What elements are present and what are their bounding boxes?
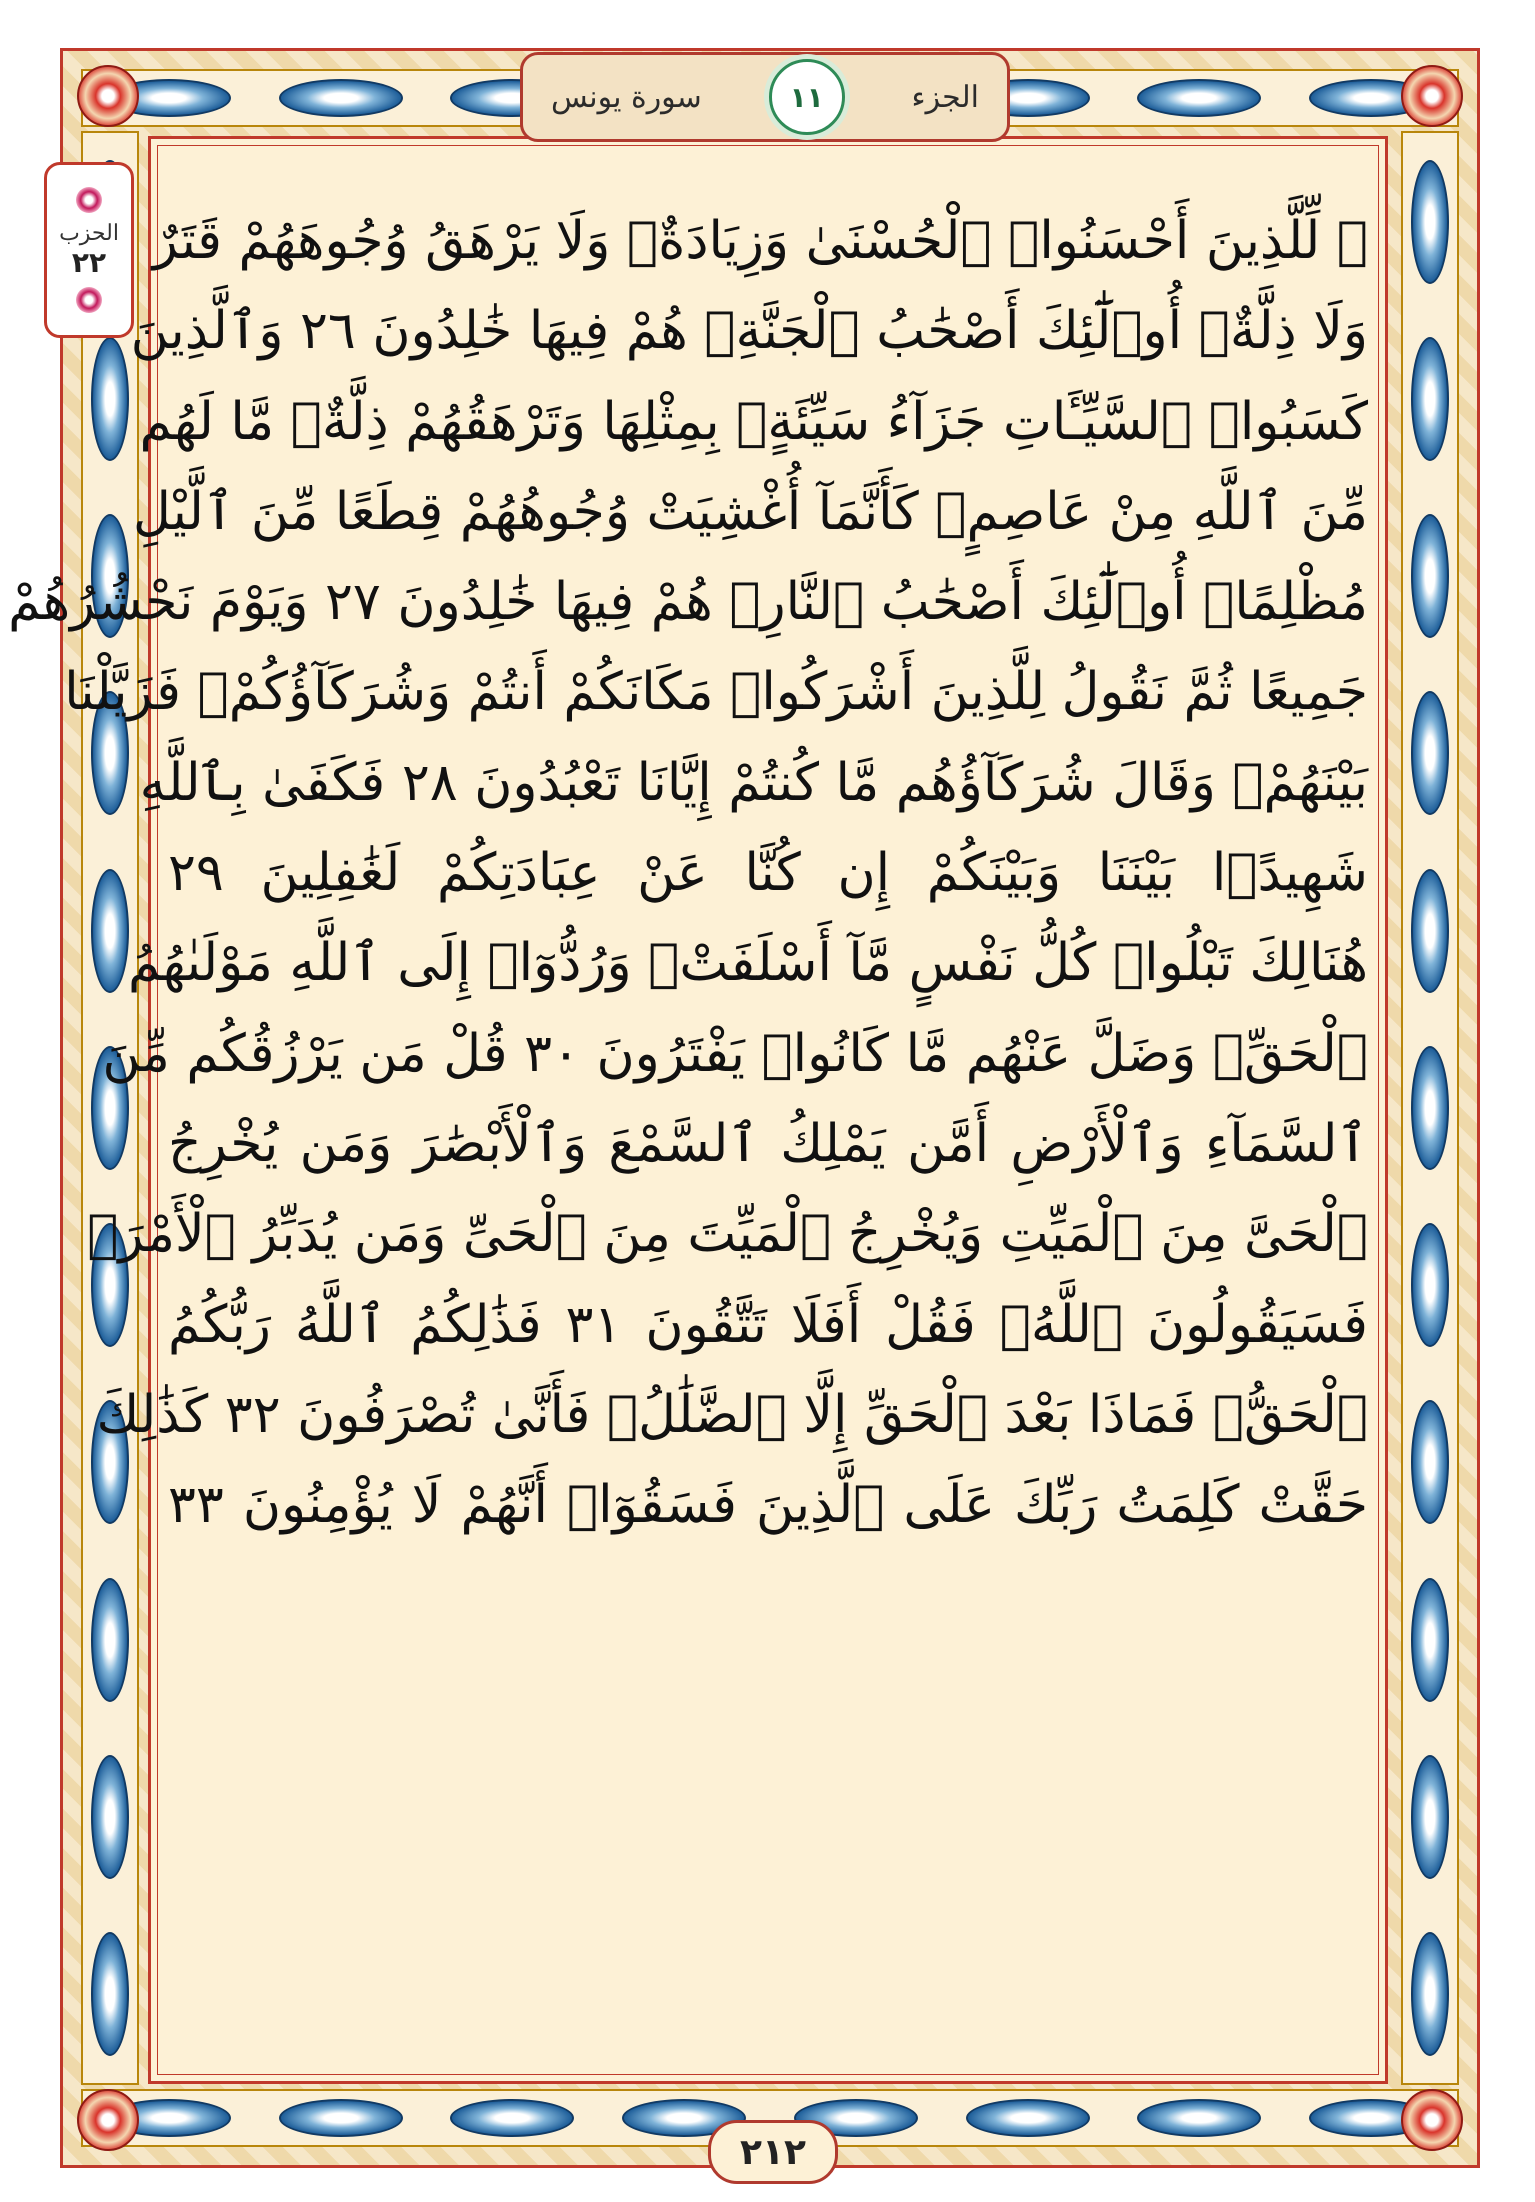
hizb-number: ٢٢ [71, 246, 107, 279]
verse-line: مُظْلِمًاۚ أُو۟لَٰٓئِكَ أَصْحَٰبُ ٱلنَّارِۖ هُمْ فِيهَا خَٰلِدُونَ ٢٧ وَيَوْمَ نَحْشُرُهُمْ [8, 572, 1368, 633]
corner-rosette-icon [77, 65, 139, 127]
verse-line: كَسَبُوا۟ ٱلسَّيِّـَٔاتِ جَزَآءُ سَيِّئَةٍۭ بِمِثْلِهَا وَتَرْهَقُهُمْ ذِلَّةٌۖ مَّا لَهُم [139, 391, 1368, 452]
verse-line: مِّنَ ٱللَّهِ مِنْ عَاصِمٍۖ كَأَنَّمَآ أُغْشِيَتْ وُجُوهُهُمْ قِطَعًا مِّنَ ٱلَّيْلِ [132, 481, 1368, 542]
juz-label: الجزء [911, 79, 979, 115]
verse-line: حَقَّتْ كَلِمَتُ رَبِّكَ عَلَى ٱلَّذِينَ فَسَقُوٓا۟ أَنَّهُمْ لَا يُؤْمِنُونَ ٣٣ [168, 1475, 1368, 1536]
verse-line: ٱلسَّمَآءِ وَٱلْأَرْضِ أَمَّن يَمْلِكُ ٱلسَّمْعَ وَٱلْأَبْصَٰرَ وَمَن يُخْرِجُ [168, 1113, 1368, 1174]
verse-line: جَمِيعًا ثُمَّ نَقُولُ لِلَّذِينَ أَشْرَكُوا۟ مَكَانَكُمْ أَنتُمْ وَشُرَكَآؤُكُمْۚ فَزَيَّلْنَا [64, 662, 1368, 723]
verse-line: شَهِيدًۢا بَيْنَنَا وَبَيْنَكُمْ إِن كُنَّا عَنْ عِبَادَتِكُمْ لَغَٰفِلِينَ ٢٩ [168, 843, 1368, 904]
verse-line: بَيْنَهُمْۖ وَقَالَ شُرَكَآؤُهُم مَّا كُنتُمْ إِيَّانَا تَعْبُدُونَ ٢٨ فَكَفَىٰ بِٱللَّهِ [139, 752, 1368, 813]
verse-line: ٱلْحَقِّۖ وَضَلَّ عَنْهُم مَّا كَانُوا۟ يَفْتَرُونَ ٣٠ قُلْ مَن يَرْزُقُكُم مِّنَ [102, 1023, 1368, 1084]
flower-icon [76, 287, 102, 313]
verse-line: وَلَا ذِلَّةٌۚ أُو۟لَٰٓئِكَ أَصْحَٰبُ ٱلْجَنَّةِۖ هُمْ فِيهَا خَٰلِدُونَ ٢٦ وَٱلَّذِينَ [130, 301, 1368, 362]
verse-line: ٱلْحَىَّ مِنَ ٱلْمَيِّتِ وَيُخْرِجُ ٱلْمَيِّتَ مِنَ ٱلْحَىِّ وَمَن يُدَبِّرُ ٱلْأَمْرَۚ [87, 1204, 1368, 1265]
verse-line: هُنَالِكَ تَبْلُوا۟ كُلُّ نَفْسٍ مَّآ أَسْلَفَتْۚ وَرُدُّوٓا۟ إِلَى ٱللَّهِ مَوْلَىٰهُمُ [127, 933, 1368, 994]
page-header [520, 52, 1010, 142]
corner-rosette-icon [1401, 2089, 1463, 2151]
hizb-marker [44, 162, 134, 338]
page-number: ٢١٢ [708, 2120, 838, 2184]
verse-line: ٱلْحَقُّۖ فَمَاذَا بَعْدَ ٱلْحَقِّ إِلَّا ٱلضَّلَٰلُۖ فَأَنَّىٰ تُصْرَفُونَ ٣٢ كَذَٰلِكَ [96, 1384, 1368, 1445]
verse-line: فَسَيَقُولُونَ ٱللَّهُۚ فَقُلْ أَفَلَا تَتَّقُونَ ٣١ فَذَٰلِكُمُ ٱللَّهُ رَبُّكُمُ [168, 1294, 1368, 1355]
flower-icon [76, 187, 102, 213]
juz-number: ١١ [789, 80, 824, 114]
hizb-label: الحزب [59, 221, 119, 246]
surah-name: سورة يونس [551, 79, 702, 115]
corner-rosette-icon [1401, 65, 1463, 127]
frame-band-right [1401, 131, 1459, 2085]
juz-medallion [769, 59, 845, 135]
verse-line: ۞ لِّلَّذِينَ أَحْسَنُوا۟ ٱلْحُسْنَىٰ وَزِيَادَةٌۖ وَلَا يَرْهَقُ وُجُوهَهُمْ قَتَرٌ [152, 211, 1368, 271]
corner-rosette-icon [77, 2089, 139, 2151]
frame-band-left [81, 131, 139, 2085]
